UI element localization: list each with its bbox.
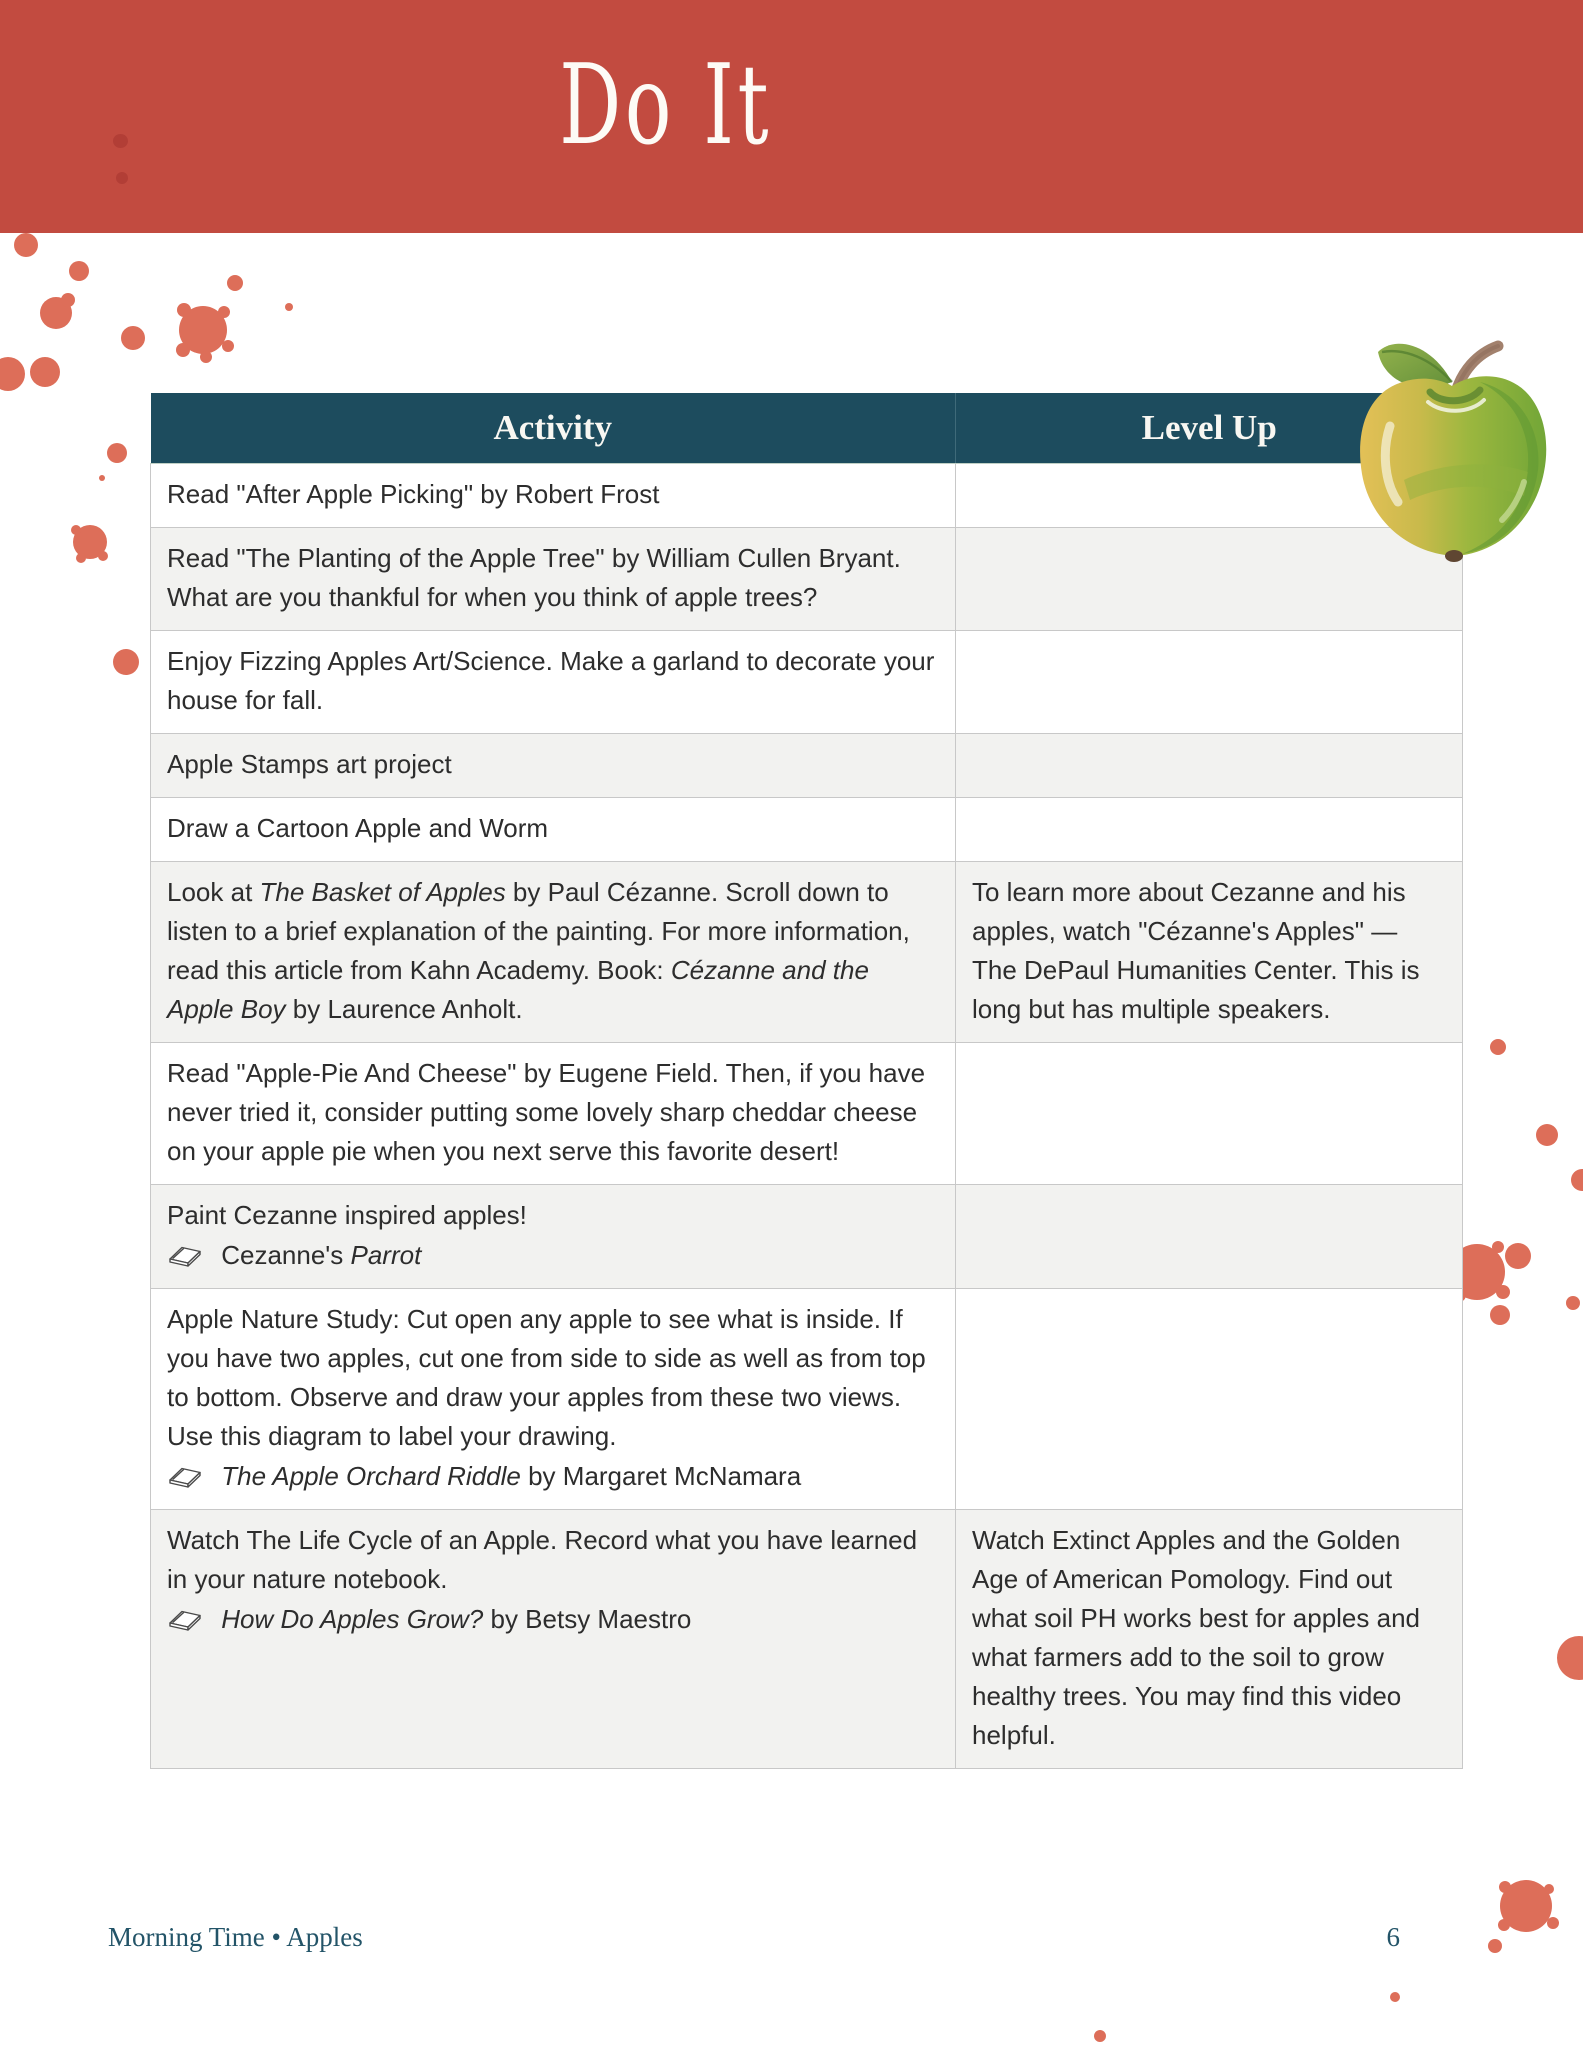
level-up-cell — [956, 1042, 1463, 1184]
page-title-wrap — [0, 40, 1332, 170]
table-header-row — [151, 393, 1463, 463]
book-icon — [167, 1607, 203, 1633]
apple-illustration — [1352, 330, 1552, 562]
book-icon — [167, 1243, 203, 1269]
activity-cell — [151, 733, 956, 797]
activity-cell — [151, 1184, 956, 1288]
book-reference: How Do Apples Grow? by Betsy Maestro — [167, 1600, 935, 1639]
activity-text: Draw a Cartoon Apple and Worm — [167, 812, 549, 843]
level-up-cell — [956, 1184, 1463, 1288]
level-up-cell — [956, 1288, 1463, 1509]
activity-text: To learn more about Cezanne and his apples, watch "Cézanne's Apples" — The DePaul Humanities Center. This is long but has multiple speakers. — [972, 876, 1420, 1024]
activity-text: Read "After Apple Picking" by Robert Frost — [167, 478, 660, 509]
banner-dot-decoration — [116, 172, 128, 184]
table-row — [151, 1288, 1463, 1509]
activity-cell — [151, 463, 956, 527]
activity-text: Read "Apple-Pie And Cheese" by Eugene Field. Then, if you have never tried it, consider putting some lovely sharp cheddar cheese on your apple pie when you next serve this favorite desert! — [167, 1057, 926, 1166]
activity-cell — [151, 1042, 956, 1184]
activity-table — [150, 393, 1463, 1769]
table-row — [151, 1184, 1463, 1288]
table-row — [151, 463, 1463, 527]
activity-cell — [151, 861, 956, 1042]
page-title: Do It — [559, 40, 773, 170]
table-row — [151, 630, 1463, 733]
activity-cell — [151, 527, 956, 630]
activity-text: Watch Extinct Apples and the Golden Age of American Pomology. Find out what soil PH works best for apples and what farmers add to the soil to grow healthy trees. You may find this video helpful. — [972, 1524, 1420, 1750]
activity-text: Apple Nature Study: Cut open any apple to see what is inside. If you have two apples, cut one from side to side as well as from top to bottom. Observe and draw your apples from these two views. Use this diagram to label your drawing. — [167, 1303, 926, 1451]
table-row — [151, 1509, 1463, 1768]
book-reference: The Apple Orchard Riddle by Margaret McNamara — [167, 1457, 935, 1496]
activity-table-body — [151, 463, 1463, 1768]
level-up-cell — [956, 797, 1463, 861]
level-up-cell — [956, 733, 1463, 797]
level-up-cell — [956, 1509, 1463, 1768]
activity-cell — [151, 1288, 956, 1509]
level-up-cell — [956, 861, 1463, 1042]
table-row — [151, 733, 1463, 797]
table-row — [151, 527, 1463, 630]
activity-cell — [151, 630, 956, 733]
page-number: 6 — [1386, 1922, 1400, 1952]
level-up-cell — [956, 630, 1463, 733]
activity-text: Apple Stamps art project — [167, 748, 452, 779]
column-header-activity: Activity — [151, 393, 956, 463]
activity-text: Read "The Planting of the Apple Tree" by William Cullen Bryant. What are you thankful for when you think of apple trees? — [167, 542, 901, 612]
activity-text: Paint Cezanne inspired apples! — [167, 1199, 527, 1230]
book-icon — [167, 1464, 203, 1490]
activity-text: Enjoy Fizzing Apples Art/Science. Make a garland to decorate your house for fall. — [167, 645, 935, 715]
activity-text: Watch The Life Cycle of an Apple. Record what you have learned in your nature notebook. — [167, 1524, 918, 1594]
column-header-level-up: Level Up — [956, 393, 1463, 463]
table-row — [151, 861, 1463, 1042]
page-banner — [0, 0, 1583, 233]
footer-text: Morning Time • Apples — [108, 1922, 363, 1952]
table-row — [151, 1042, 1463, 1184]
banner-dot-decoration — [113, 134, 128, 148]
activity-text: Look at The Basket of Apples by Paul Cézanne. Scroll down to listen to a brief explanation of the painting. For more information, read this article from Kahn Academy. Book: Cézanne and the Apple Boy by Laurence Anholt. — [167, 876, 910, 1024]
activity-cell — [151, 1509, 956, 1768]
book-reference: Cezanne's Parrot — [167, 1236, 935, 1275]
table-row — [151, 797, 1463, 861]
activity-cell — [151, 797, 956, 861]
